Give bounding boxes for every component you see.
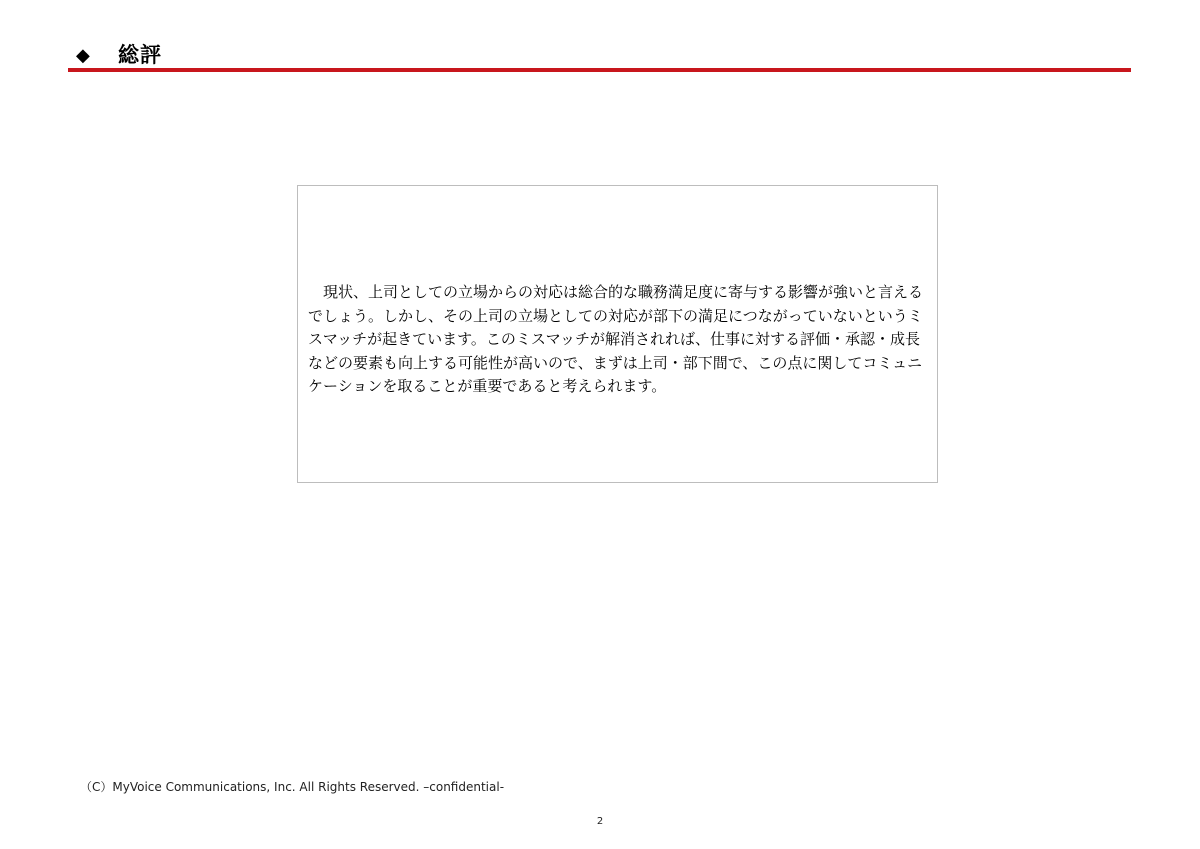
summary-box <box>297 185 938 483</box>
copyright-notice: （C）MyVoice Communications, Inc. All Rights Reserved. –confidential- <box>80 780 505 794</box>
page-title: 総評 <box>118 43 162 67</box>
summary-text: 現状、上司としての立場からの対応は総合的な職務満足度に寄与する影響が強いと言えるでしょう。しかし、その上司の立場としての対応が部下の満足につながっていないというミスマッチが起きています。このミスマッチが解消されれば、仕事に対する評価・承認・成長などの要素も向上する可能性が高いので、まずは上司・部下間で、この点に関してコミュニケーションを取ることが重要であると考えられます。 <box>308 283 924 395</box>
header-divider <box>68 68 1131 72</box>
page-number: 2 <box>596 816 604 827</box>
page-header <box>68 40 1131 72</box>
diamond-bullet-icon: ◆ <box>76 45 90 66</box>
